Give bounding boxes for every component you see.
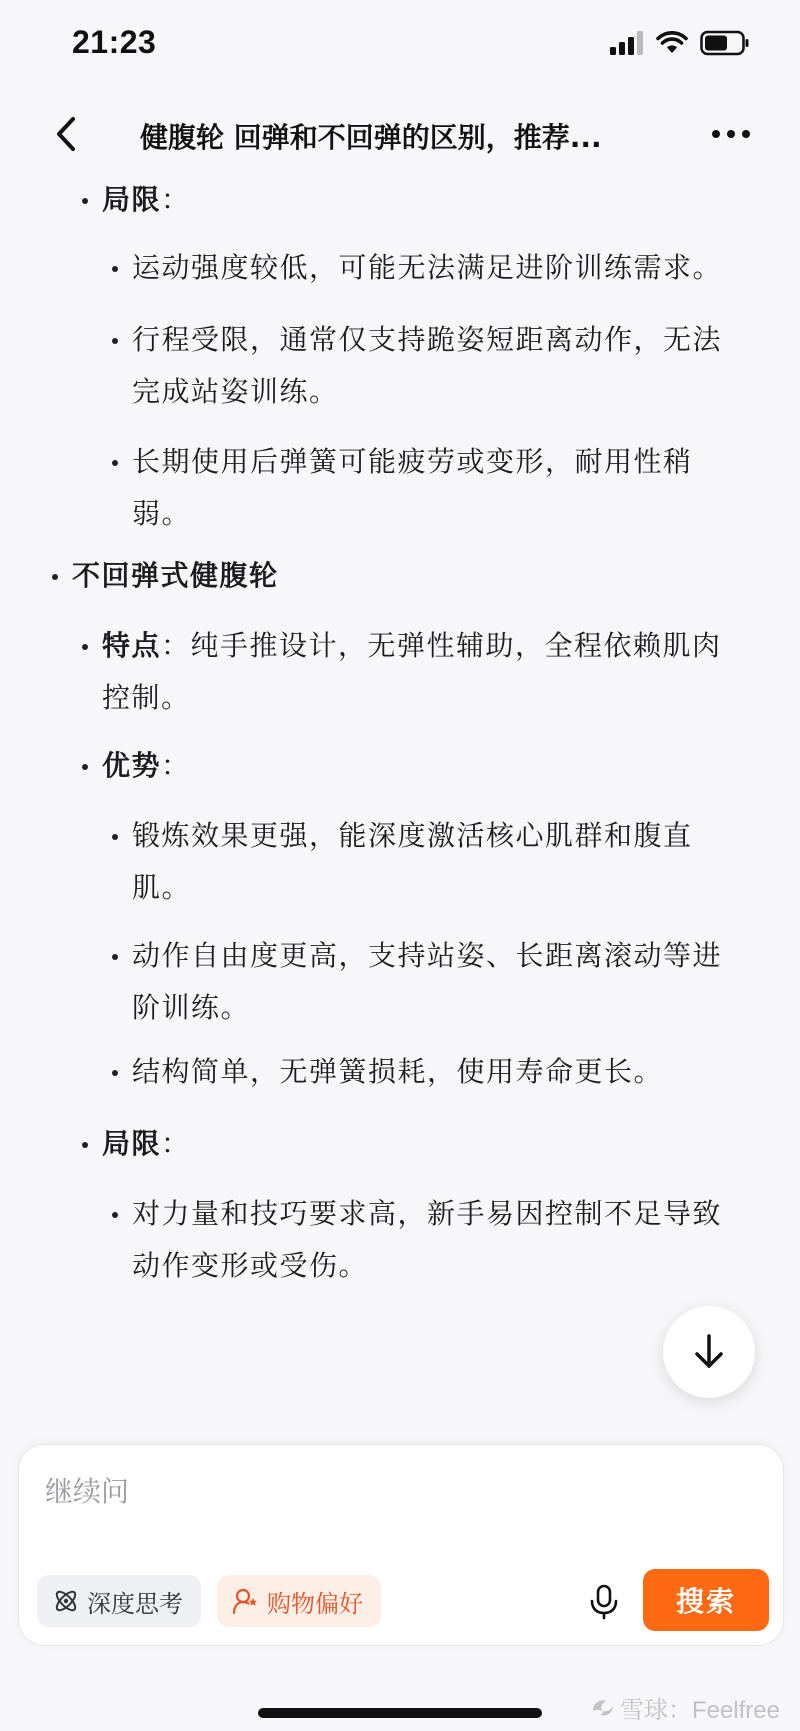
watermark (590, 1690, 780, 1725)
bullet-dot (82, 644, 88, 650)
back-button[interactable] (44, 112, 88, 156)
ask-input[interactable] (43, 1465, 747, 1517)
home-indicator (258, 1708, 542, 1718)
item-text-line1: 动作自由度更高，支持站姿、长距离滚动等进 (132, 939, 723, 972)
item-text-line1: 长期使用后弹簧可能疲劳或变形，耐用性稍 (132, 445, 693, 478)
item-text-line1: 行程受限，通常仅支持跪姿短距离动作，无法 (132, 323, 723, 356)
bullet-dot (82, 1142, 88, 1148)
bullet-dot (112, 460, 118, 466)
bullet-dot (112, 338, 118, 344)
item-text-line2: 动作变形或受伤。 (132, 1249, 369, 1282)
item-text: 运动强度较低，可能无法满足进阶训练需求。 (132, 251, 723, 284)
status-icons (610, 30, 750, 56)
microphone-icon (589, 1584, 619, 1620)
item-suffix: ： (161, 629, 191, 662)
item-text: 结构简单，无弹簧损耗，使用寿命更长。 (132, 1055, 664, 1088)
item-text-line2: 完成站姿训练。 (132, 375, 339, 408)
bullet-dot (112, 834, 118, 840)
bullet-dot (112, 954, 118, 960)
snowball-logo-icon (590, 1697, 616, 1719)
bullet-dot (112, 1070, 118, 1076)
scroll-to-bottom-button[interactable] (663, 1306, 755, 1398)
atom-icon (51, 1586, 81, 1616)
item-suffix: ： (161, 1127, 191, 1160)
more-dots-icon (711, 129, 751, 139)
status-bar (0, 0, 800, 90)
deep-think-toggle[interactable] (37, 1575, 201, 1627)
item-text-line2: 弱。 (132, 497, 192, 530)
user-heart-icon (231, 1586, 261, 1616)
wifi-icon (656, 31, 688, 55)
item-text-line1: 锻炼效果更强，能深度激活核心肌群和腹直 (132, 819, 693, 852)
status-time: 21:23 (72, 24, 157, 60)
voice-input-button[interactable] (579, 1577, 629, 1627)
item-heading: 优势 (102, 749, 162, 782)
bullet-dot (112, 1212, 118, 1218)
item-text-line2: 控制。 (102, 681, 191, 714)
section-heading: 不回弹式健腹轮 (72, 559, 279, 592)
more-options-button[interactable] (706, 114, 756, 154)
cellular-signal-icon (610, 31, 644, 55)
composer-panel (18, 1444, 784, 1646)
bullet-dot (82, 764, 88, 770)
search-button[interactable]: 搜索 (643, 1569, 769, 1631)
deep-think-label: 深度思考 (87, 1589, 183, 1618)
bullet-dot (52, 574, 58, 580)
item-suffix: ： (161, 183, 191, 216)
item-heading: 局限 (102, 1127, 162, 1160)
bullet-dot (82, 198, 88, 204)
item-heading: 特点 (102, 629, 162, 662)
chevron-left-icon (55, 116, 77, 152)
item-text-line1: 纯手推设计，无弹性辅助，全程依赖肌肉 (190, 629, 722, 662)
battery-icon (700, 30, 750, 56)
page-title: 健腹轮 回弹和不回弹的区别，推荐... (140, 121, 602, 154)
watermark-text: 雪球：Feelfree (619, 1697, 780, 1724)
bullet-dot (112, 266, 118, 272)
item-text-line2: 肌。 (132, 871, 192, 904)
nav-bar (0, 100, 800, 170)
shopping-preference-label: 购物偏好 (267, 1589, 363, 1618)
answer-content[interactable] (0, 180, 800, 1420)
item-suffix: ： (161, 749, 191, 782)
shopping-preference-button[interactable] (217, 1575, 381, 1627)
item-text-line1: 对力量和技巧要求高，新手易因控制不足导致 (132, 1197, 723, 1230)
arrow-down-icon (692, 1333, 726, 1371)
item-text-line2: 阶训练。 (132, 991, 251, 1024)
item-heading: 局限 (102, 183, 162, 216)
